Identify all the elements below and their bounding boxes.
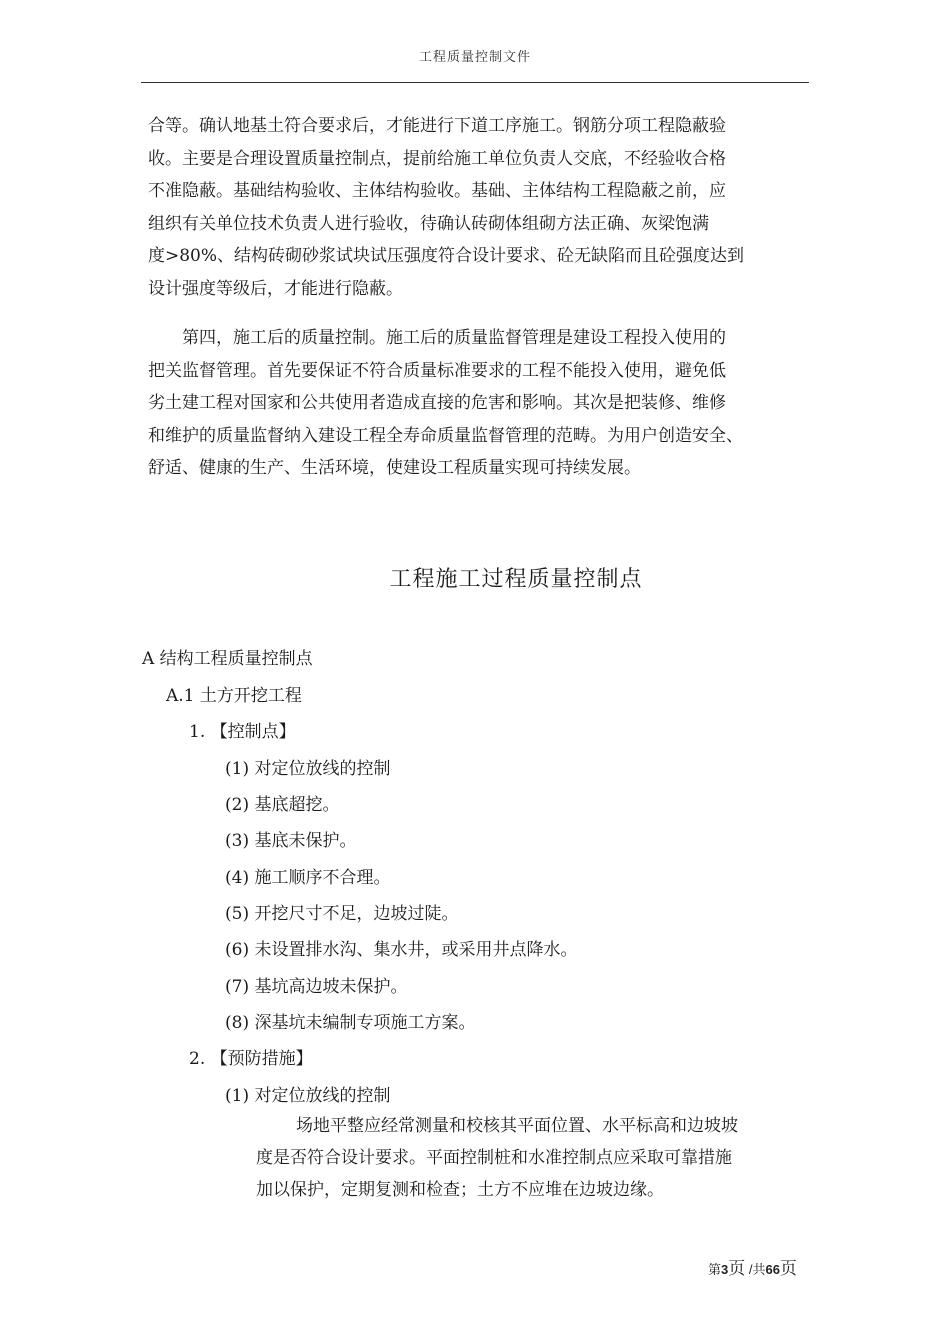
paragraph-line: 设计强度等级后，才能进行隐蔽。 [148, 278, 403, 299]
section-title: 工程施工过程质量控制点 [389, 567, 643, 592]
page-prefix: 第 [708, 1262, 722, 1277]
page-current: 3 [721, 1262, 729, 1277]
paragraph-line: 场地平整应经常测量和校核其平面位置、水平标高和边坡坡 [296, 1116, 738, 1136]
heading-a1: A.1 土方开挖工程 [166, 686, 302, 706]
measure-title: (1) 对定位放线的控制 [225, 1086, 391, 1106]
list-item: (6) 未设置排水沟、集水井，或采用井点降水。 [225, 940, 578, 960]
paragraph-line: 组织有关单位技术负责人进行验收，待确认砖砌体组砌方法正确、灰梁饱满 [148, 213, 709, 234]
paragraph-line: 和维护的质量监督纳入建设工程全寿命质量监督管理的范畴。为用户创造安全、 [148, 425, 743, 446]
header-divider [141, 82, 809, 83]
list-item: (1) 对定位放线的控制 [225, 759, 391, 779]
paragraph-line: 合等。确认地基土符合要求后，才能进行下道工序施工。钢筋分项工程隐蔽验 [148, 116, 726, 136]
list-item: (8) 深基坑未编制专项施工方案。 [225, 1013, 476, 1033]
paragraph-line: 度是否符合设计要求。平面控制桩和水准控制点应采取可靠措施 [256, 1148, 732, 1168]
list-item: (2) 基底超挖。 [225, 795, 340, 815]
list-label-preventive-measures: 2. 【预防措施】 [189, 1049, 313, 1069]
page-number [708, 1254, 797, 1279]
paragraph-line: 把关监督管理。首先要保证不符合质量标准要求的工程不能投入使用，避免低 [148, 360, 726, 381]
measure-paragraph [256, 1110, 816, 1206]
paragraph-line: 加以保护，定期复测和检查；土方不应堆在边坡边缘。 [256, 1180, 664, 1200]
page-separator: /共 [745, 1262, 766, 1277]
page-unit: 页 [779, 1259, 797, 1279]
list-label-control-points: 1. 【控制点】 [189, 722, 296, 742]
list-item: (7) 基坑高边坡未保护。 [225, 977, 408, 997]
paragraph-line: 第四，施工后的质量控制。施工后的质量监督管理是建设工程投入使用的 [182, 328, 726, 348]
paragraph-2 [148, 322, 816, 485]
paragraph-line: 不准隐蔽。基础结构验收、主体结构验收。基础、主体结构工程隐蔽之前，应 [148, 181, 726, 201]
list-item: (3) 基底未保护。 [225, 831, 357, 851]
paragraph-line: 舒适、健康的生产、生活环境，使建设工程质量实现可持续发展。 [148, 458, 641, 478]
header-title: 工程质量控制文件 [418, 50, 531, 65]
paragraph-line: 劣土建工程对国家和公共使用者造成直接的危害和影响。其次是把装修、维修 [148, 393, 726, 413]
list-item: (5) 开挖尺寸不足，边坡过陡。 [225, 904, 459, 924]
page-unit: 页 [728, 1259, 746, 1279]
paragraph-line: 收。主要是合理设置质量控制点，提前给施工单位负责人交底，不经验收合格 [148, 148, 726, 169]
paragraph-line: 度>80%、结构砖砌砂浆试块试压强度符合设计要求、砼无缺陷而且砼强度达到 [148, 246, 745, 266]
paragraph-1 [148, 110, 816, 305]
heading-a: A 结构工程质量控制点 [142, 649, 313, 669]
list-item: (4) 施工顺序不合理。 [225, 868, 391, 888]
page-total: 66 [765, 1262, 780, 1277]
